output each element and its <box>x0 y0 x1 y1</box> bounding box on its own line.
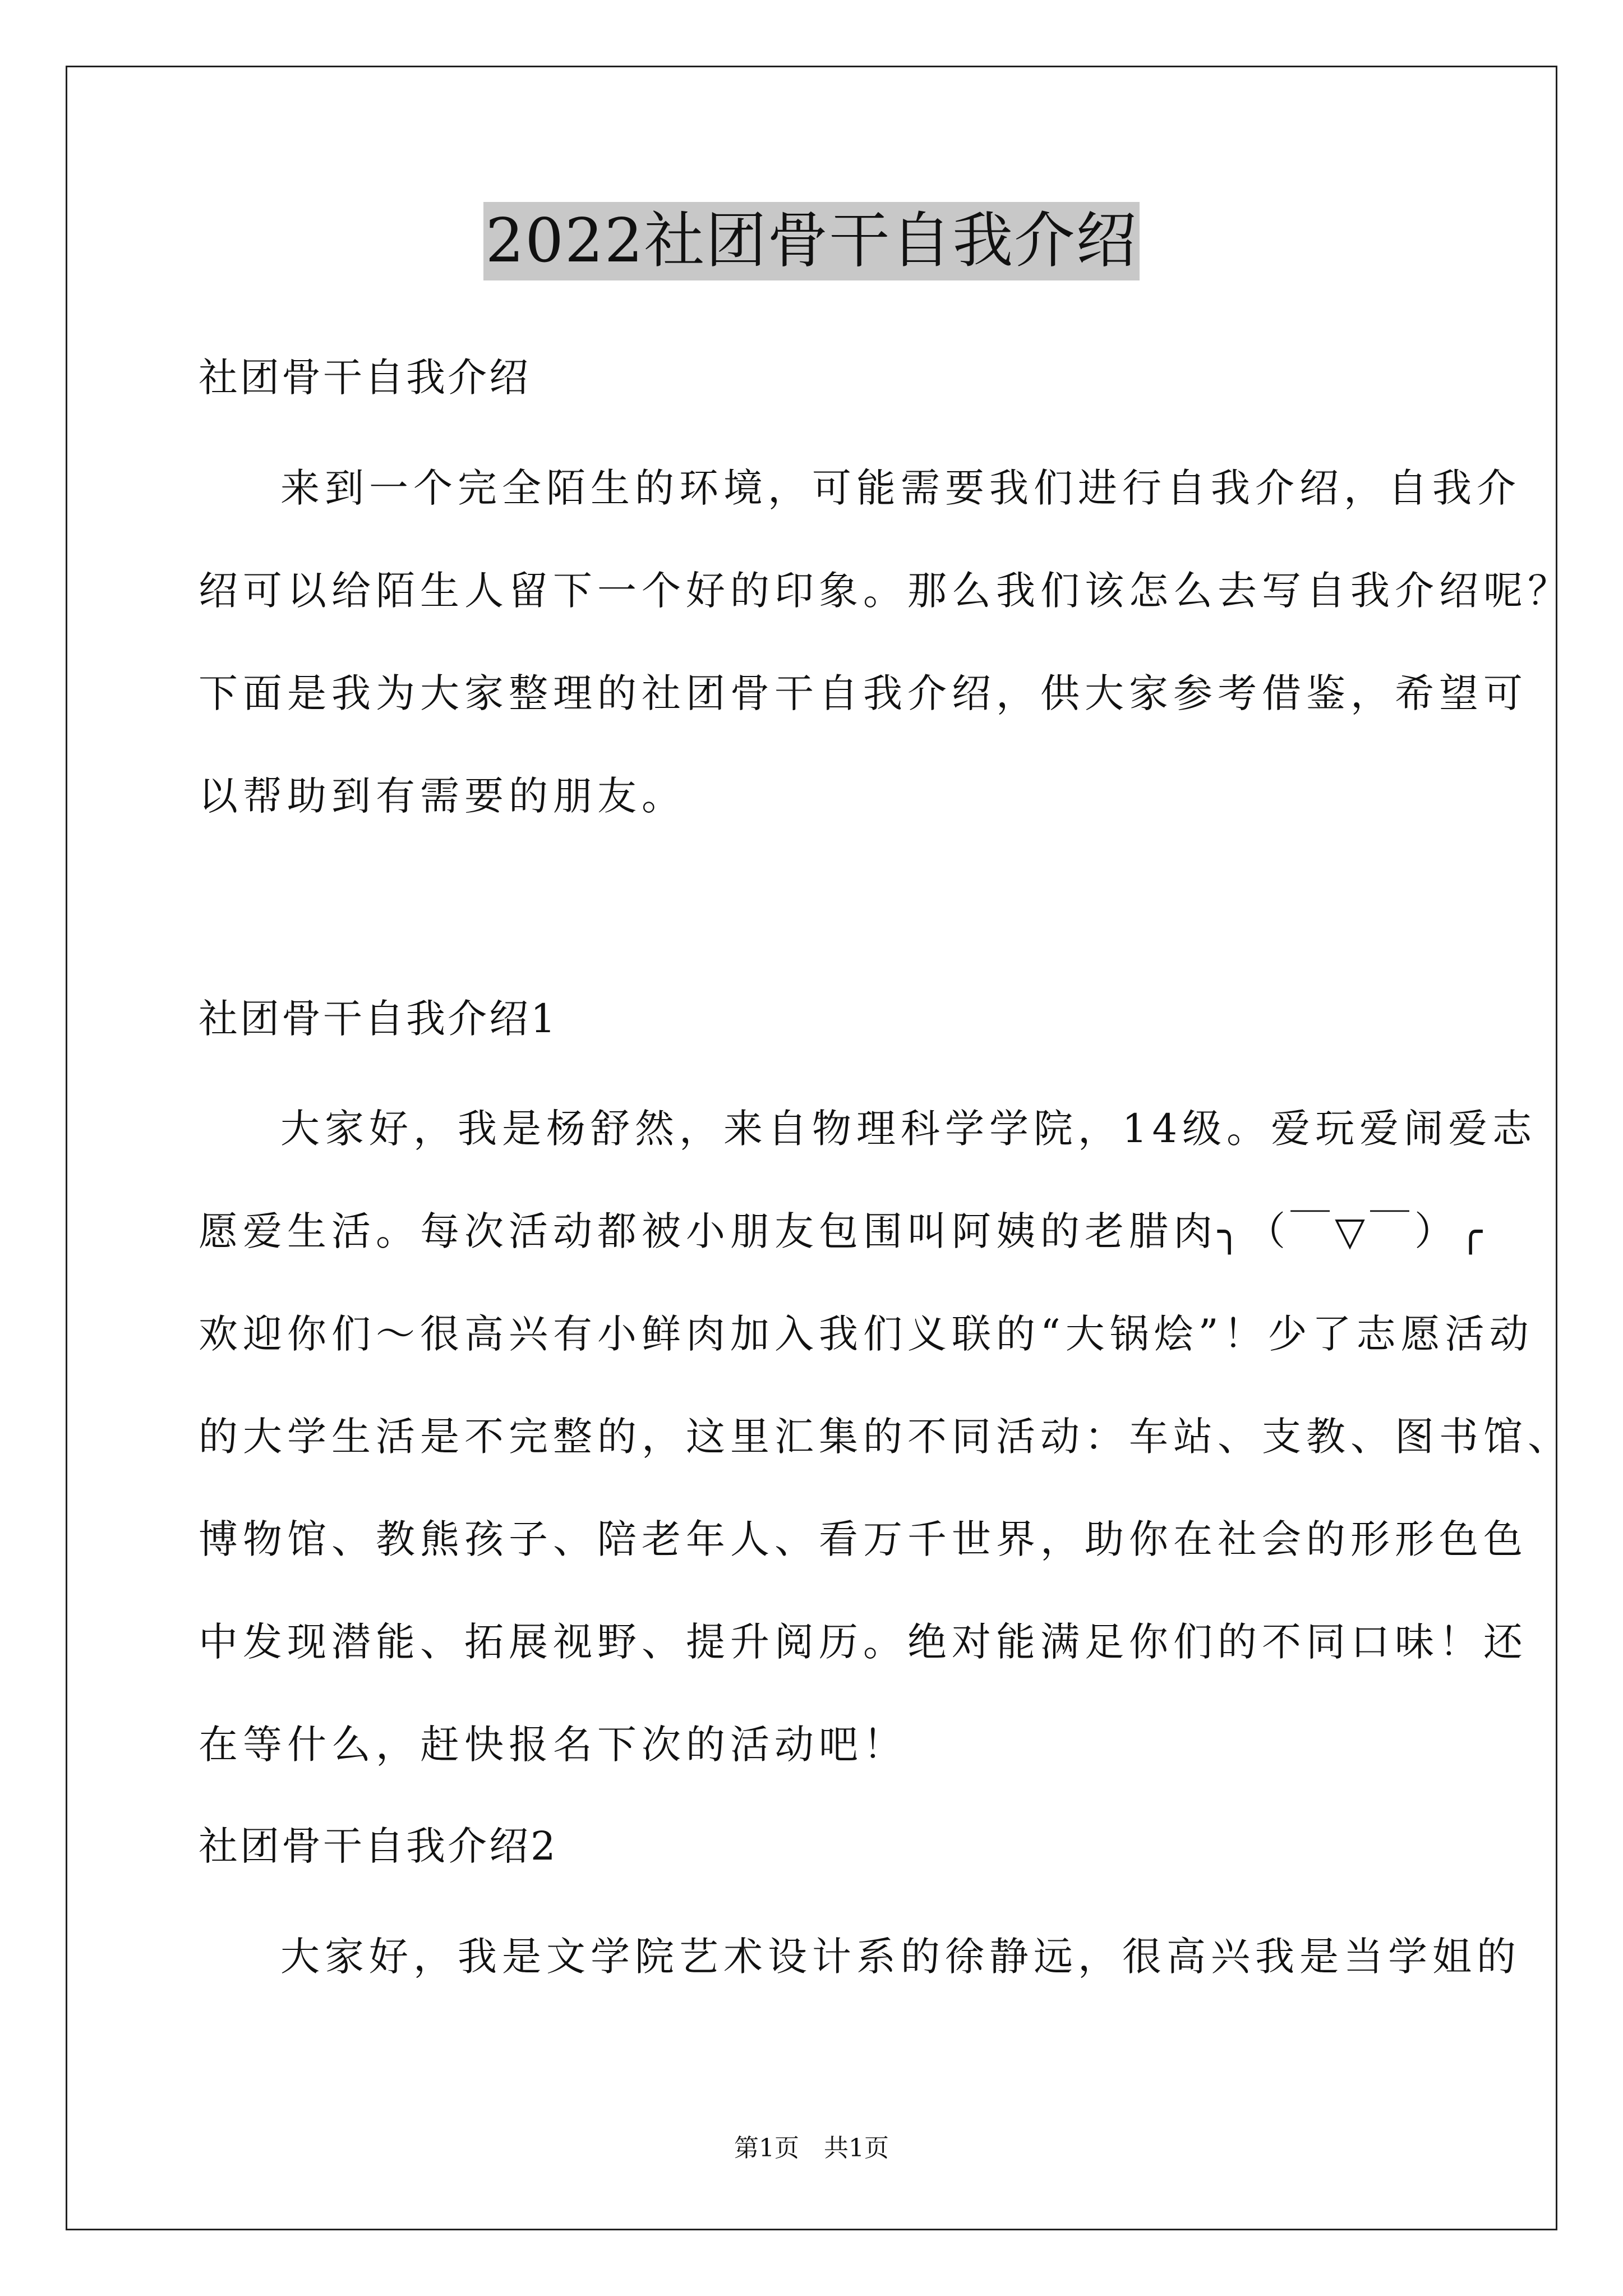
page-footer: 第1页 共1页 <box>734 2134 889 2162</box>
heading-intro: 社团骨干自我介绍 <box>199 355 531 401</box>
section1-line: 的大学生活是不完整的，这里汇集的不同活动：车站、支教、图书馆、 <box>199 1414 1572 1460</box>
section1-line: 中发现潜能、拓展视野、提升阅历。绝对能满足你们的不同口味！还 <box>199 1619 1528 1665</box>
intro-line: 来到一个完全陌生的环境，可能需要我们进行自我介绍，自我介 <box>280 465 1521 511</box>
heading-section-1: 社团骨干自我介绍1 <box>199 996 558 1042</box>
section2-line: 大家好，我是文学院艺术设计系的徐静远，很高兴我是当学姐的 <box>280 1934 1521 1980</box>
section1-line: 欢迎你们～很高兴有小鲜肉加入我们义联的“大锅烩”！少了志愿活动 <box>199 1311 1534 1357</box>
heading-section-2: 社团骨干自我介绍2 <box>199 1823 558 1869</box>
title-container <box>0 202 1623 280</box>
section1-line: 在等什么，赶快报名下次的活动吧！ <box>199 1722 907 1768</box>
intro-line: 以帮助到有需要的朋友。 <box>199 773 686 819</box>
intro-line: 绍可以给陌生人留下一个好的印象。那么我们该怎么去写自我介绍呢？ <box>199 568 1572 614</box>
document-title: 2022社团骨干自我介绍 <box>483 202 1140 280</box>
section1-line: 愿爱生活。每次活动都被小朋友包围叫阿姨的老腊肉╮（￣▽￣）╭ <box>199 1208 1488 1254</box>
intro-line: 下面是我为大家整理的社团骨干自我介绍，供大家参考借鉴，希望可 <box>199 670 1528 716</box>
section1-line: 博物馆、教熊孩子、陪老年人、看万千世界，助你在社会的形形色色 <box>199 1516 1528 1562</box>
section1-line: 大家好，我是杨舒然，来自物理科学学院，14级。爱玩爱闹爱志 <box>280 1106 1537 1152</box>
